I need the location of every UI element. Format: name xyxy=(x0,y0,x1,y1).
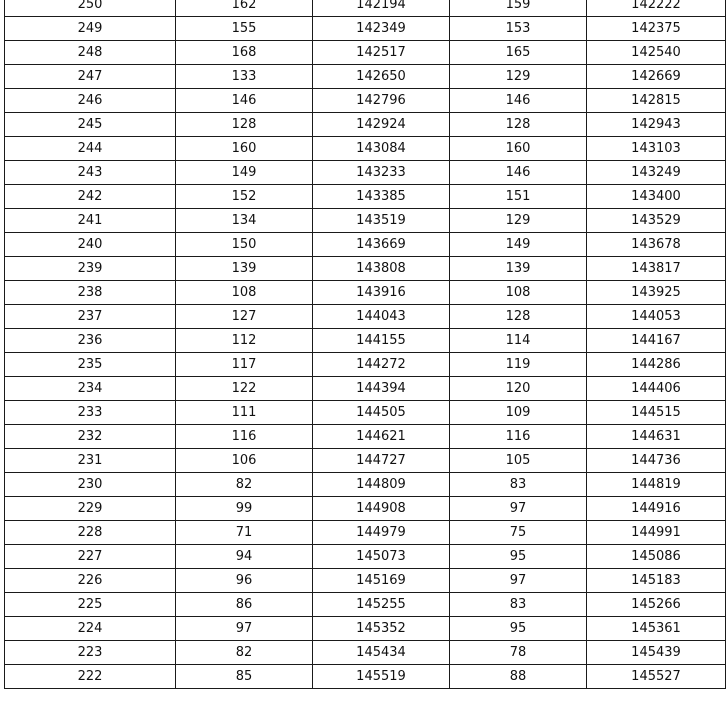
count-cell: 108 xyxy=(176,281,313,305)
cumulative-cell: 145434 xyxy=(313,641,450,665)
count-cell-2: 88 xyxy=(450,665,587,689)
table-row xyxy=(5,449,726,473)
count-cell-2: 119 xyxy=(450,353,587,377)
count-cell-2: 108 xyxy=(450,281,587,305)
table-row xyxy=(5,257,726,281)
cumulative-cell: 142517 xyxy=(313,41,450,65)
cumulative-cell-2: 142669 xyxy=(587,65,726,89)
count-cell: 82 xyxy=(176,473,313,497)
count-cell-2: 129 xyxy=(450,209,587,233)
cumulative-cell-2: 143249 xyxy=(587,161,726,185)
score-cell: 247 xyxy=(5,65,176,89)
count-cell-2: 116 xyxy=(450,425,587,449)
cumulative-cell: 144979 xyxy=(313,521,450,545)
count-cell: 128 xyxy=(176,113,313,137)
cumulative-cell-2: 143817 xyxy=(587,257,726,281)
count-cell-2: 139 xyxy=(450,257,587,281)
count-cell: 99 xyxy=(176,497,313,521)
cumulative-cell-2: 144631 xyxy=(587,425,726,449)
cumulative-cell: 143916 xyxy=(313,281,450,305)
cumulative-cell: 143669 xyxy=(313,233,450,257)
score-cell: 245 xyxy=(5,113,176,137)
count-cell: 134 xyxy=(176,209,313,233)
count-cell-2: 128 xyxy=(450,113,587,137)
count-cell-2: 146 xyxy=(450,161,587,185)
cumulative-cell-2: 143678 xyxy=(587,233,726,257)
cumulative-cell-2: 145527 xyxy=(587,665,726,689)
count-cell-2: 114 xyxy=(450,329,587,353)
count-cell-2: 128 xyxy=(450,305,587,329)
score-cell: 232 xyxy=(5,425,176,449)
score-cell: 229 xyxy=(5,497,176,521)
count-cell-2: 151 xyxy=(450,185,587,209)
table-row xyxy=(5,161,726,185)
cumulative-cell-2: 143529 xyxy=(587,209,726,233)
score-cell: 231 xyxy=(5,449,176,473)
score-cell: 224 xyxy=(5,617,176,641)
table-row xyxy=(5,377,726,401)
count-cell-2: 153 xyxy=(450,17,587,41)
count-cell-2: 105 xyxy=(450,449,587,473)
count-cell-2: 120 xyxy=(450,377,587,401)
cumulative-cell: 145255 xyxy=(313,593,450,617)
score-cell: 225 xyxy=(5,593,176,617)
count-cell: 82 xyxy=(176,641,313,665)
cumulative-cell-2: 144286 xyxy=(587,353,726,377)
score-cell: 249 xyxy=(5,17,176,41)
cumulative-cell: 144809 xyxy=(313,473,450,497)
score-cell: 238 xyxy=(5,281,176,305)
cumulative-cell: 144272 xyxy=(313,353,450,377)
cumulative-cell-2: 144736 xyxy=(587,449,726,473)
table-row xyxy=(5,425,726,449)
score-table xyxy=(4,0,726,689)
score-cell: 230 xyxy=(5,473,176,497)
count-cell: 111 xyxy=(176,401,313,425)
score-cell: 226 xyxy=(5,569,176,593)
cumulative-cell: 145169 xyxy=(313,569,450,593)
cumulative-cell-2: 145266 xyxy=(587,593,726,617)
count-cell: 152 xyxy=(176,185,313,209)
count-cell-2: 160 xyxy=(450,137,587,161)
score-cell: 227 xyxy=(5,545,176,569)
cumulative-cell-2: 144053 xyxy=(587,305,726,329)
count-cell-2: 83 xyxy=(450,593,587,617)
cumulative-cell-2: 143400 xyxy=(587,185,726,209)
table-row xyxy=(5,65,726,89)
cumulative-cell: 144727 xyxy=(313,449,450,473)
table-row xyxy=(5,329,726,353)
cumulative-cell: 142194 xyxy=(313,0,450,17)
count-cell: 162 xyxy=(176,0,313,17)
cumulative-cell: 143519 xyxy=(313,209,450,233)
table-row xyxy=(5,281,726,305)
count-cell-2: 78 xyxy=(450,641,587,665)
table-row xyxy=(5,497,726,521)
table-row xyxy=(5,593,726,617)
table-row xyxy=(5,0,726,17)
cumulative-cell-2: 144167 xyxy=(587,329,726,353)
cumulative-cell: 145352 xyxy=(313,617,450,641)
table-row xyxy=(5,353,726,377)
cumulative-cell: 144505 xyxy=(313,401,450,425)
table-row xyxy=(5,89,726,113)
count-cell-2: 146 xyxy=(450,89,587,113)
count-cell: 155 xyxy=(176,17,313,41)
cumulative-cell: 143385 xyxy=(313,185,450,209)
cumulative-cell-2: 142943 xyxy=(587,113,726,137)
score-cell: 246 xyxy=(5,89,176,113)
score-cell: 222 xyxy=(5,665,176,689)
count-cell-2: 159 xyxy=(450,0,587,17)
cumulative-cell-2: 144991 xyxy=(587,521,726,545)
count-cell: 139 xyxy=(176,257,313,281)
count-cell: 112 xyxy=(176,329,313,353)
table-row xyxy=(5,545,726,569)
table-row xyxy=(5,185,726,209)
count-cell-2: 109 xyxy=(450,401,587,425)
cumulative-cell-2: 145183 xyxy=(587,569,726,593)
table-row xyxy=(5,473,726,497)
table-row xyxy=(5,41,726,65)
score-cell: 223 xyxy=(5,641,176,665)
count-cell: 71 xyxy=(176,521,313,545)
table-row xyxy=(5,617,726,641)
table-row xyxy=(5,233,726,257)
cumulative-cell: 142650 xyxy=(313,65,450,89)
count-cell-2: 97 xyxy=(450,497,587,521)
count-cell-2: 95 xyxy=(450,617,587,641)
table-row xyxy=(5,17,726,41)
count-cell-2: 149 xyxy=(450,233,587,257)
count-cell: 168 xyxy=(176,41,313,65)
count-cell: 97 xyxy=(176,617,313,641)
cumulative-cell: 144621 xyxy=(313,425,450,449)
score-cell: 244 xyxy=(5,137,176,161)
score-cell: 233 xyxy=(5,401,176,425)
cumulative-cell: 143808 xyxy=(313,257,450,281)
score-cell: 248 xyxy=(5,41,176,65)
count-cell: 106 xyxy=(176,449,313,473)
cumulative-cell: 142796 xyxy=(313,89,450,113)
score-cell: 240 xyxy=(5,233,176,257)
cumulative-cell: 144394 xyxy=(313,377,450,401)
count-cell: 117 xyxy=(176,353,313,377)
cumulative-cell-2: 145439 xyxy=(587,641,726,665)
cumulative-cell: 145073 xyxy=(313,545,450,569)
cumulative-cell-2: 142375 xyxy=(587,17,726,41)
cumulative-cell-2: 144916 xyxy=(587,497,726,521)
count-cell: 127 xyxy=(176,305,313,329)
table-row xyxy=(5,209,726,233)
score-cell: 250 xyxy=(5,0,176,17)
score-cell: 235 xyxy=(5,353,176,377)
table-row xyxy=(5,137,726,161)
score-cell: 243 xyxy=(5,161,176,185)
cumulative-cell: 145519 xyxy=(313,665,450,689)
cumulative-cell-2: 143103 xyxy=(587,137,726,161)
table-row xyxy=(5,521,726,545)
cumulative-cell-2: 145086 xyxy=(587,545,726,569)
score-cell: 239 xyxy=(5,257,176,281)
table-row xyxy=(5,401,726,425)
cumulative-cell-2: 144406 xyxy=(587,377,726,401)
count-cell: 160 xyxy=(176,137,313,161)
cumulative-cell: 144043 xyxy=(313,305,450,329)
score-cell: 242 xyxy=(5,185,176,209)
count-cell-2: 83 xyxy=(450,473,587,497)
cumulative-cell: 142349 xyxy=(313,17,450,41)
cumulative-cell: 144908 xyxy=(313,497,450,521)
count-cell: 96 xyxy=(176,569,313,593)
count-cell-2: 75 xyxy=(450,521,587,545)
cumulative-cell-2: 142540 xyxy=(587,41,726,65)
count-cell: 116 xyxy=(176,425,313,449)
cumulative-cell-2: 142815 xyxy=(587,89,726,113)
table-body xyxy=(5,0,726,689)
score-cell: 237 xyxy=(5,305,176,329)
count-cell: 94 xyxy=(176,545,313,569)
cumulative-cell-2: 144515 xyxy=(587,401,726,425)
score-cell: 228 xyxy=(5,521,176,545)
count-cell-2: 165 xyxy=(450,41,587,65)
table-row xyxy=(5,305,726,329)
count-cell-2: 95 xyxy=(450,545,587,569)
cumulative-cell-2: 144819 xyxy=(587,473,726,497)
cumulative-cell: 142924 xyxy=(313,113,450,137)
table-row xyxy=(5,641,726,665)
count-cell: 133 xyxy=(176,65,313,89)
table-row xyxy=(5,665,726,689)
count-cell: 86 xyxy=(176,593,313,617)
table-row xyxy=(5,569,726,593)
count-cell-2: 97 xyxy=(450,569,587,593)
count-cell: 146 xyxy=(176,89,313,113)
count-cell: 85 xyxy=(176,665,313,689)
cumulative-cell-2: 142222 xyxy=(587,0,726,17)
count-cell: 149 xyxy=(176,161,313,185)
cumulative-cell: 143084 xyxy=(313,137,450,161)
score-cell: 236 xyxy=(5,329,176,353)
cumulative-cell: 143233 xyxy=(313,161,450,185)
count-cell-2: 129 xyxy=(450,65,587,89)
cumulative-cell-2: 143925 xyxy=(587,281,726,305)
count-cell: 122 xyxy=(176,377,313,401)
cumulative-cell-2: 145361 xyxy=(587,617,726,641)
cumulative-cell: 144155 xyxy=(313,329,450,353)
table-row xyxy=(5,113,726,137)
score-cell: 234 xyxy=(5,377,176,401)
score-cell: 241 xyxy=(5,209,176,233)
count-cell: 150 xyxy=(176,233,313,257)
